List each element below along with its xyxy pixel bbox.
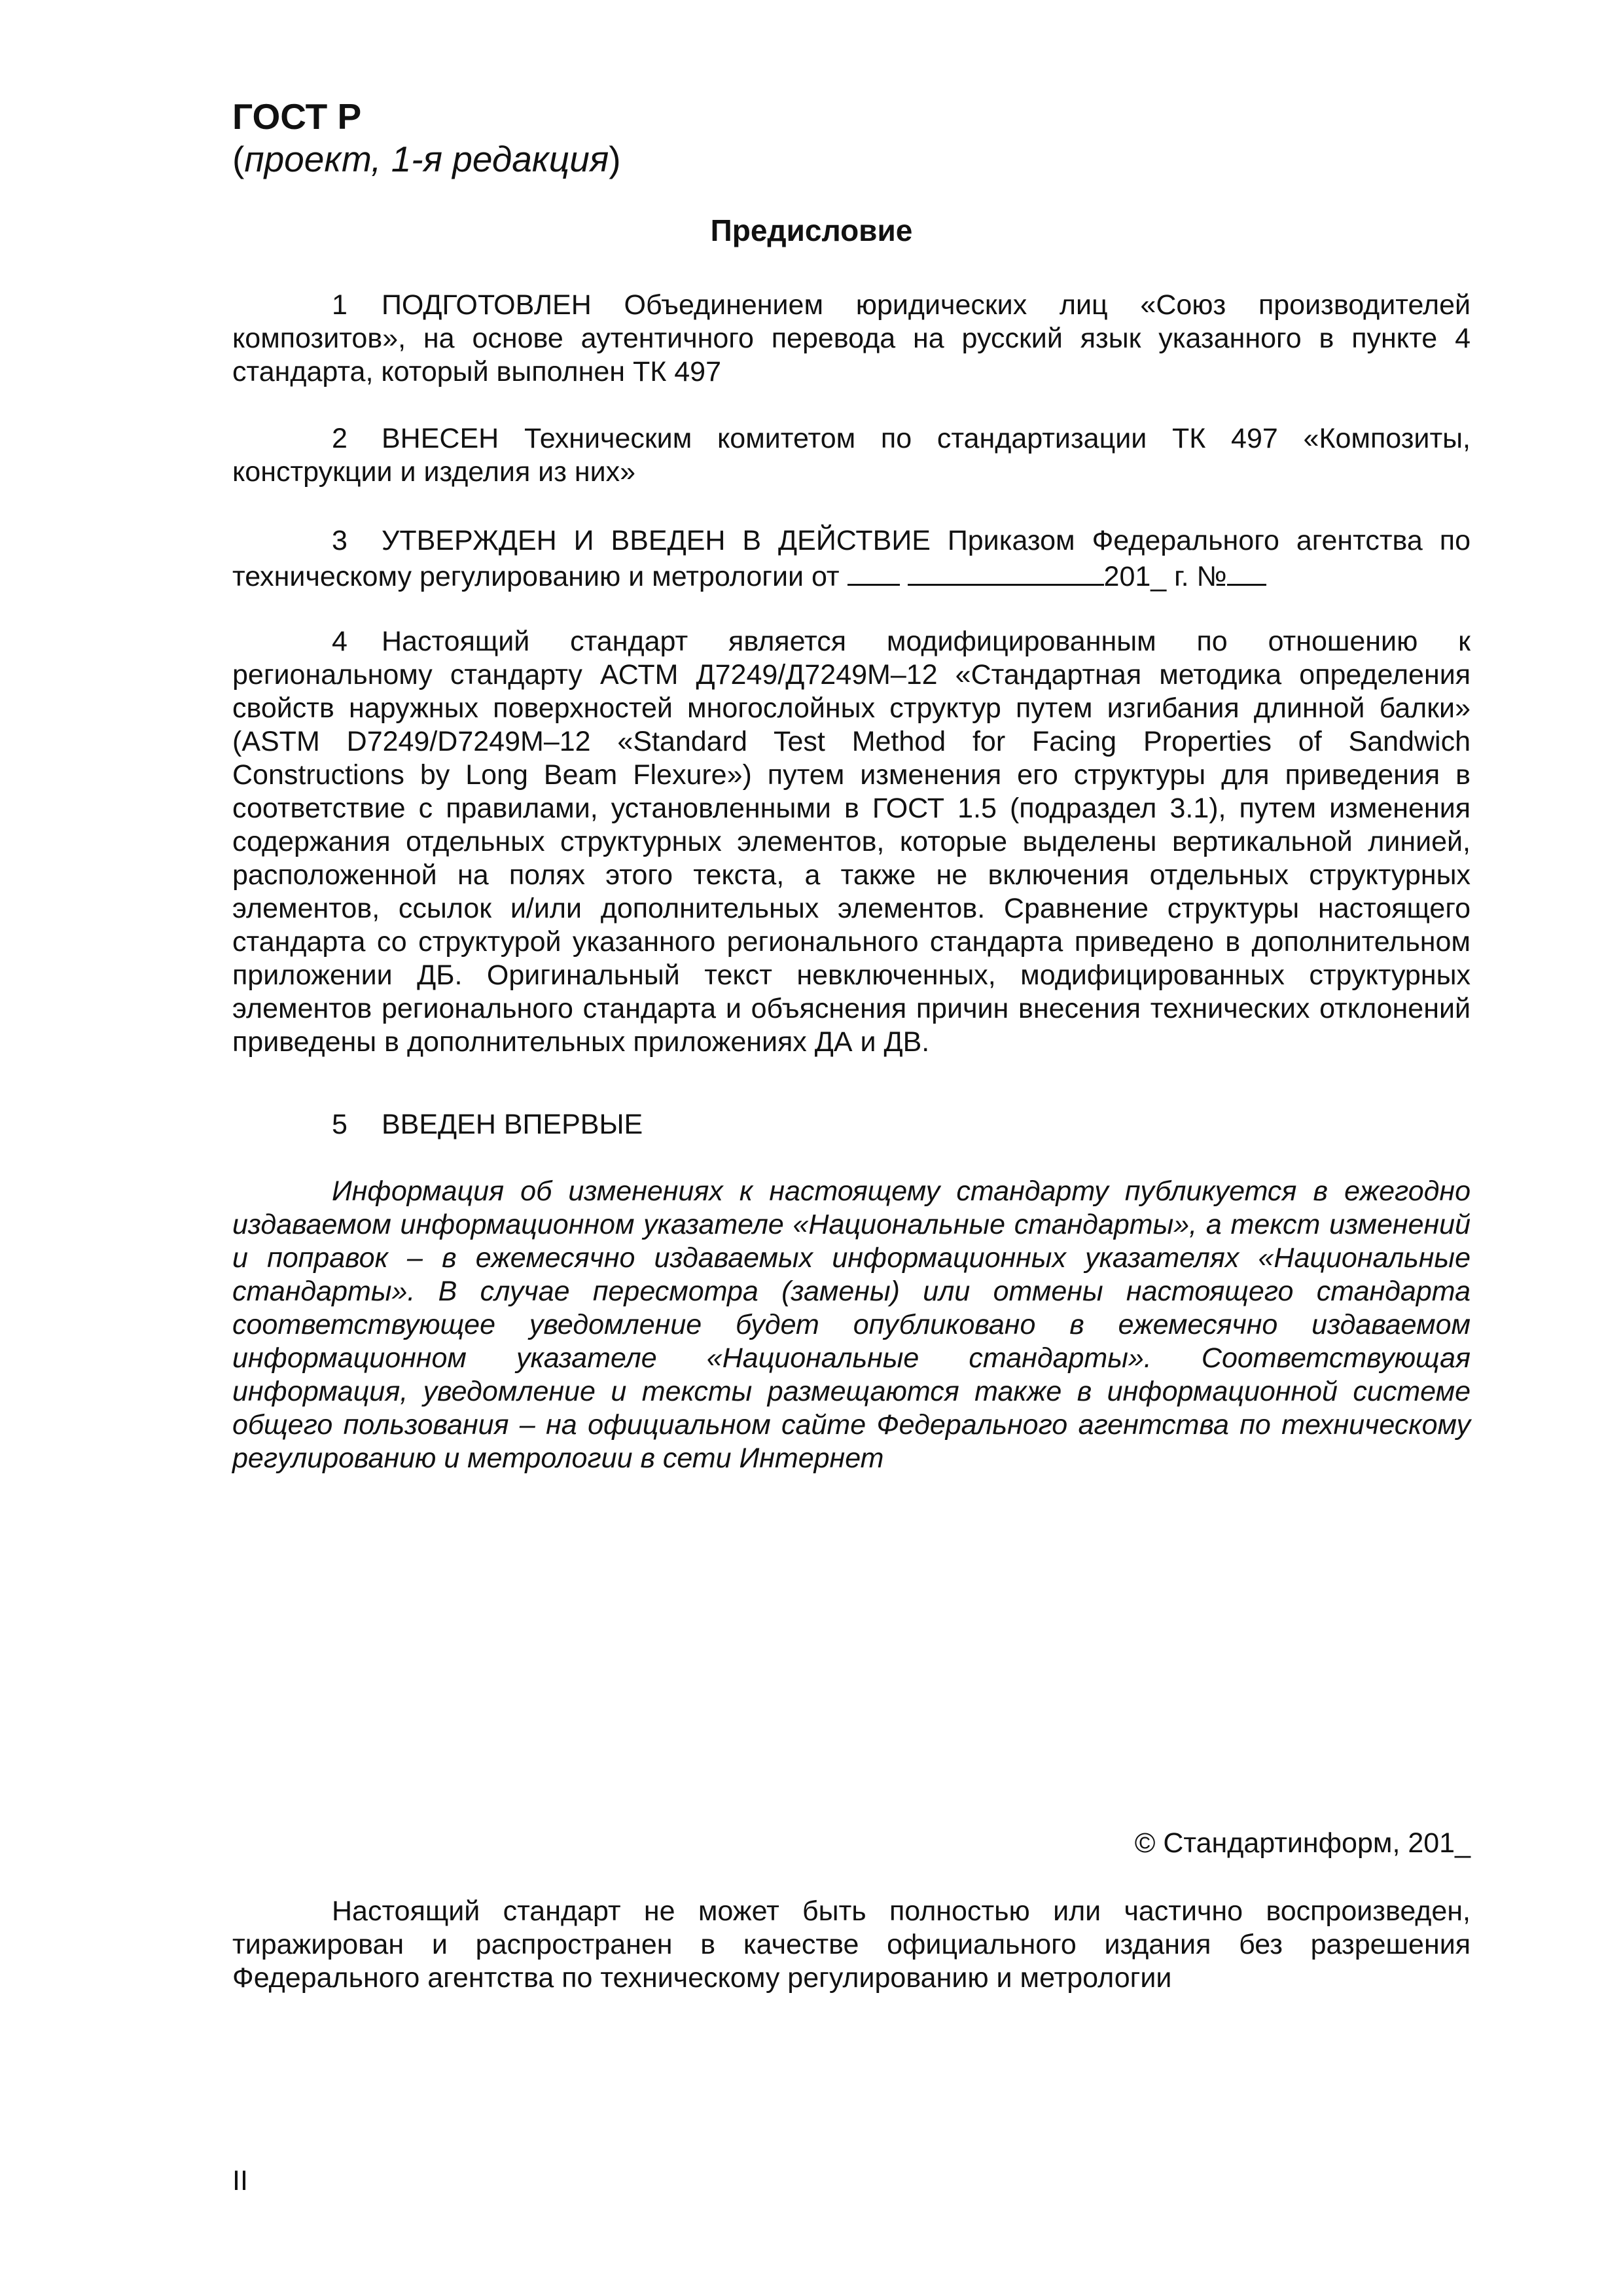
item-text: УТВЕРЖДЕН И ВВЕДЕН В ДЕЙСТВИЕ Приказом Федерального агентства по техническому регулированию и метрологии от (232, 525, 1471, 592)
blank-day (847, 558, 900, 586)
item-number: 2 (332, 423, 348, 454)
item-number: 4 (332, 626, 348, 657)
foreword-item-1 (232, 289, 1471, 389)
foreword-item-5 (232, 1108, 1471, 1141)
draft-edition-label (232, 136, 621, 182)
reproduction-notice: Настоящий стандарт не может быть полностью или частично воспроизведен, тиражирован и распространен в качестве официального издания без разрешения Федерального агентства по техническому регулированию и метрологии (232, 1895, 1471, 1994)
item-text: ВВЕДЕН ВПЕРВЫЕ (382, 1109, 643, 1140)
draft-edition-text: проект, 1-я редакция (244, 139, 609, 179)
blank-month (908, 558, 1104, 586)
item-text: ПОДГОТОВЛЕН Объединением юридических лиц «Союз производителей композитов», на основе аутентичного перевода на русский язык указанного в пункте 4 стандарта, который выполнен ТК 497 (232, 289, 1471, 387)
copyright-notice: © Стандартинформ, 201_ (1134, 1827, 1471, 1859)
foreword-item-4 (232, 625, 1471, 1059)
changes-info-note: Информация об изменениях к настоящему стандарту публикуется в ежегодно издаваемом информационном указателе «Национальные стандарты», а текст изменений и поправок – в ежемесячно издаваемых информационных указателях «Национальные стандарты». В случае пересмотра (замены) или отмены настоящего стандарта соответствующее уведомление будет опубликовано в ежемесячно издаваемом информационном указателе «Национальные стандарты». Соответствующая информация, уведомление и тексты размещаются также в информационной системе общего пользования – на официальном сайте Федерального агентства по техническому регулированию и метрологии в сети Интернет (232, 1175, 1471, 1474)
item-text: ВНЕСЕН Техническим комитетом по стандартизации ТК 497 «Композиты, конструкции и изделия из них» (232, 423, 1471, 488)
section-title: Предисловие (710, 213, 913, 247)
item-text-date: 201_ г. № (1103, 561, 1227, 592)
blank-order-number (1227, 558, 1266, 586)
standard-designation: ГОСТ Р (232, 96, 362, 137)
item-number: 5 (332, 1109, 348, 1140)
item-text: Настоящий стандарт является модифицированным по отношению к региональному стандарту АСТМ Д7249/Д7249М–12 «Стандартная методика определения свойств наружных поверхностей многослойных структур путем изгибания длинной балки» (ASTM D7249/D7249M–12 «Standard Test Method for Facing Properties of Sandwich Constructions by Long Beam Flexure») путем изменения его структуры для приведения в соответствие с правилами, установленными в ГОСТ 1.5 (подраздел 3.1), путем изменения содержания отдельных структурных элементов, которые выделены вертикальной линией, расположенной на полях этого текста, а также не включения отдельных структурных элементов, ссылок и/или дополнительных элементов. Сравнение структуры настоящего стандарта со структурой указанного регионального стандарта приведено в дополнительном приложении ДБ. Оригинальный текст невключенных, модифицированных структурных элементов регионального стандарта и объяснения причин внесения технических отклонений приведены в дополнительных приложениях ДА и ДВ. (232, 626, 1471, 1058)
item-number: 3 (332, 525, 348, 556)
draft-paren-close: ) (609, 139, 621, 179)
foreword-item-3 (232, 524, 1471, 594)
foreword-item-2 (232, 422, 1471, 489)
draft-paren-open: ( (232, 139, 245, 179)
item-number: 1 (332, 289, 348, 321)
page-number: II (232, 2165, 248, 2197)
